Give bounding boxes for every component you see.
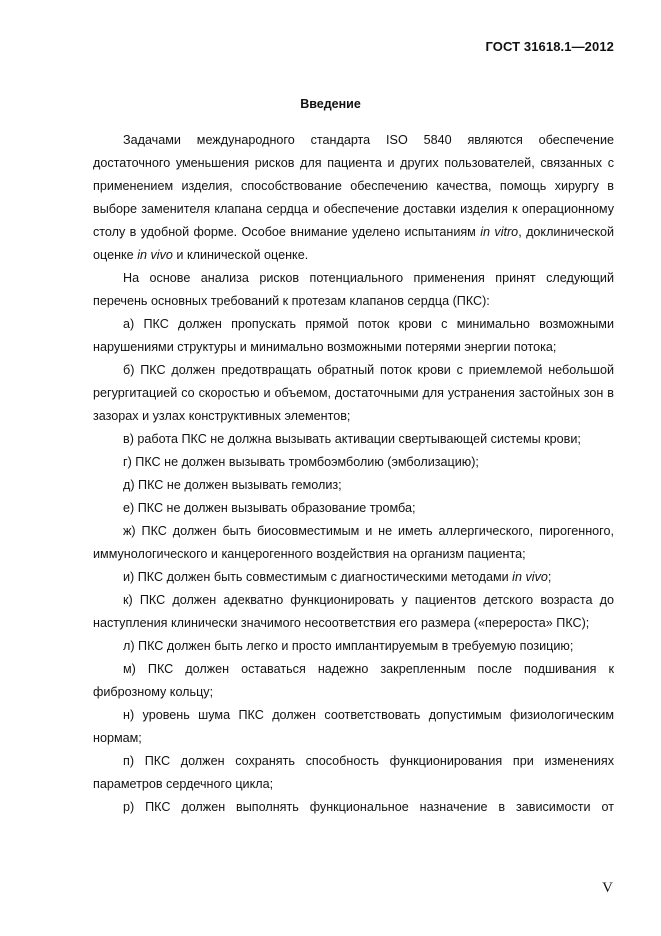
list-item-m: м) ПКС должен оставаться надежно закрепленным после подшивания к фиброзному кольцу; — [93, 662, 614, 699]
list-item-k: к) ПКС должен адекватно функционировать у пациентов детского возраста до наступления клинически значимого несоответствия его размера («перероста» ПКС); — [93, 593, 614, 630]
document-body — [93, 129, 614, 819]
list-item-n: н) уровень шума ПКС должен соответствовать допустимым физиологическим нормам; — [93, 708, 614, 745]
document-code-header: ГОСТ 31618.1—2012 — [485, 39, 614, 54]
list-item-l: л) ПКС должен быть легко и просто имплантируемым в требуемую позицию; — [123, 639, 574, 653]
list-item-a: а) ПКС должен пропускать прямой поток крови с минимально возможными нарушениями структуры и минимально возможными потерями энергии потока; — [93, 317, 614, 354]
list-item-zh: ж) ПКС должен быть биосовместимым и не иметь аллергического, пирогенного, иммунологического и канцерогенного воздействия на организм пациента; — [93, 524, 614, 561]
list-item-d: д) ПКС не должен вызывать гемолиз; — [123, 478, 342, 492]
page-number: V — [602, 880, 613, 896]
paragraph-requirements-lead: На основе анализа рисков потенциального применения принят следующий перечень основных требований к протезам клапанов сердца (ПКС): — [93, 271, 614, 308]
section-title: Введение — [300, 97, 361, 111]
list-item-v: в) работа ПКС не должна вызывать активации свертывающей системы крови; — [123, 432, 581, 446]
list-item-g: г) ПКС не должен вызывать тромбоэмболию (эмболизацию); — [123, 455, 479, 469]
list-item-b: б) ПКС должен предотвращать обратный поток крови с приемлемой небольшой регургитацией со скоростью и объемом, достаточными для устранения застойных зон в зазорах и узлах конструктивных элементов; — [93, 363, 614, 423]
list-item-i: и) ПКС должен быть совместимым с диагностическими методами in vivo; — [123, 570, 552, 584]
paragraph-intro: Задачами международного стандарта ISO 5840 являются обеспечение достаточного уменьшения рисков для пациента и других пользователей, связанных с применением изделия, способствование обеспечению качества, помощь хирургу в выборе заменителя клапана сердца и обеспечение доставки изделия к операционному столу в удобной форме. Особое внимание уделено испытаниям in vitro, доклинической оценке in vivo и клинической оценке. — [93, 133, 615, 262]
list-item-e: е) ПКС не должен вызывать образование тромба; — [123, 501, 416, 515]
list-item-p: п) ПКС должен сохранять способность функционирования при изменениях параметров сердечного цикла; — [93, 754, 614, 791]
list-item-r: р) ПКС должен выполнять функциональное назначение в зависимости от — [123, 800, 614, 814]
